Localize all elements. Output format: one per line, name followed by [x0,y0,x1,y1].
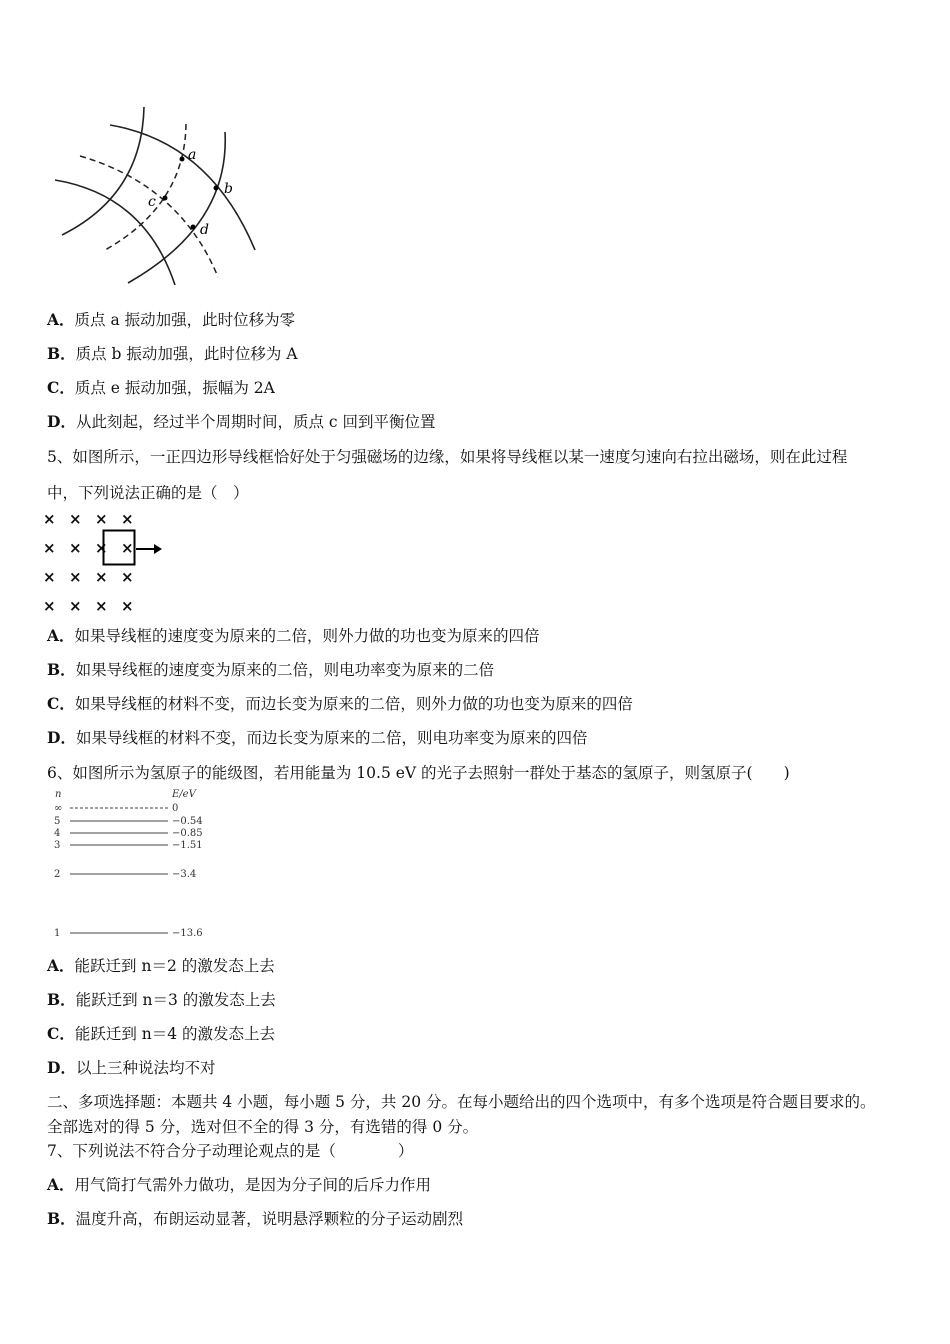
field-cross: × [43,597,56,615]
field-cross: × [95,597,108,615]
field-cross: × [69,510,82,528]
field-cross: × [121,597,134,615]
q4-option-b: B．质点 b 振动加强，此时位移为 A [47,344,298,363]
point-label-a: a [188,147,197,163]
section2-instructions-line1: 二、多项选择题：本题共 4 小题，每小题 5 分，共 20 分。在每小题给出的四个选项中，有多个选项是符合题目要求的。 [47,1093,876,1111]
level-n-label: 4 [54,828,61,839]
point-label-c: c [148,194,156,210]
level-energy-label: −0.85 [172,828,203,839]
q6-option-b: B．能跃迁到 n＝3 的激发态上去 [47,990,276,1009]
field-cross: × [43,568,56,586]
field-cross: × [95,539,108,557]
level-n-label: 3 [54,840,61,851]
q6-option-c: C．能跃迁到 n＝4 的激发态上去 [47,1024,276,1043]
field-cross: × [43,539,56,557]
field-cross: × [43,510,56,528]
energy-level-diagram [40,788,220,940]
q5-stem-line1: 5、如图所示，一正四边形导线框恰好处于匀强磁场的边缘，如果将导线框以某一速度匀速向右拉出磁场，则在此过程 [47,448,848,466]
field-cross: × [121,510,134,528]
level-energy-label: −0.54 [172,816,203,827]
field-cross: × [95,568,108,586]
field-cross: × [95,510,108,528]
n-axis-label: n [55,789,62,800]
energy-axis-label: E/eV [172,789,196,800]
wave-interference-figure [40,100,280,290]
field-cross: × [69,597,82,615]
level-energy-label: −1.51 [172,840,203,851]
q4-option-a: A．质点 a 振动加强，此时位移为零 [47,310,296,329]
q4-option-d: D．从此刻起，经过半个周期时间，质点 c 回到平衡位置 [47,412,436,431]
point-label-d: d [200,222,209,238]
q7-option-b: B．温度升高，布朗运动显著，说明悬浮颗粒的分子运动剧烈 [47,1209,464,1228]
q5-option-b: B．如果导线框的速度变为原来的二倍，则电功率变为原来的二倍 [47,660,495,679]
level-energy-label: −3.4 [172,869,197,880]
q5-option-d: D．如果导线框的材料不变，而边长变为原来的二倍，则电功率变为原来的四倍 [47,728,588,747]
field-cross: × [69,568,82,586]
level-n-label: 2 [54,869,61,880]
point-label-b: b [224,181,233,197]
q7-stem: 7、下列说法不符合分子动理论观点的是（ ） [47,1142,414,1160]
level-n-label: ∞ [54,803,63,814]
section2-instructions-line2: 全部选对的得 5 分，选对但不全的得 3 分，有选错的得 0 分。 [47,1118,479,1136]
q4-option-c: C．质点 e 振动加强，振幅为 2A [47,378,275,397]
field-cross: × [121,539,134,557]
field-cross: × [121,568,134,586]
level-n-label: 5 [54,816,61,827]
q7-option-a: A．用气筒打气需外力做功，是因为分子间的后斥力作用 [47,1175,432,1194]
q5-option-c: C．如果导线框的材料不变，而边长变为原来的二倍，则外力做的功也变为原来的四倍 [47,694,633,713]
level-energy-label: −13.6 [172,928,203,939]
wire-frame-with-arrow [100,528,170,570]
level-energy-label: 0 [172,803,179,814]
level-n-label: 1 [54,928,61,939]
q5-option-a: A．如果导线框的速度变为原来的二倍，则外力做的功也变为原来的四倍 [47,626,540,645]
q6-stem: 6、如图所示为氢原子的能级图，若用能量为 10.5 eV 的光子去照射一群处于基态的氢原子，则氢原子( ) [47,764,790,782]
q6-option-d: D．以上三种说法均不对 [47,1058,216,1077]
q6-option-a: A．能跃迁到 n＝2 的激发态上去 [47,956,275,975]
q5-stem-line2: 中，下列说法正确的是（ ） [47,484,249,502]
field-cross: × [69,539,82,557]
